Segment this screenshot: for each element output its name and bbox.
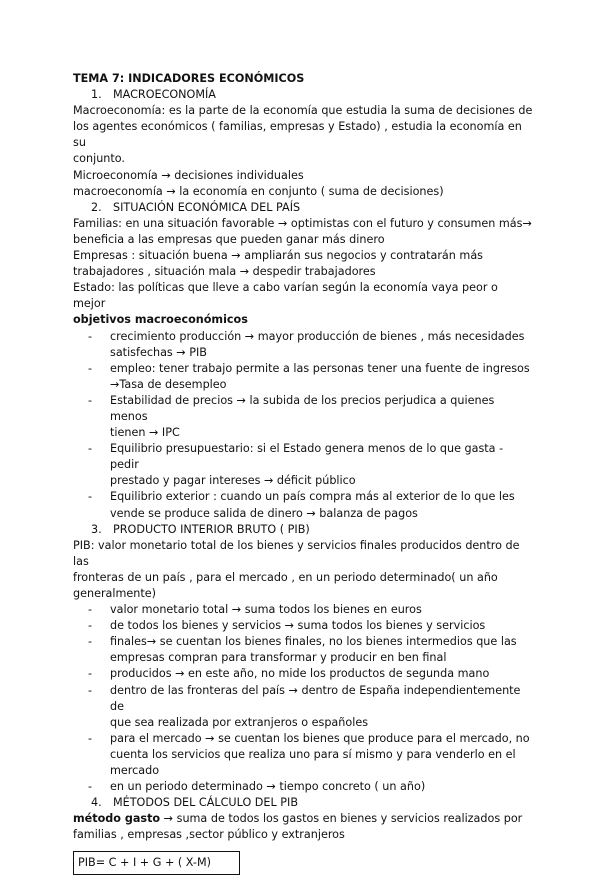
micro-line: Microeconomía → decisiones individuales: [73, 168, 304, 182]
list-item-text: [110, 441, 533, 489]
list-item-line: cuenta los servicios que realiza uno para sí mismo y para venderlo en el: [110, 747, 516, 761]
list-item: [73, 441, 533, 489]
pib-definition-line: generalmente): [73, 587, 157, 600]
list-item-text: [110, 361, 533, 393]
section-title: PRODUCTO INTERIOR BRUTO ( PIB): [113, 522, 310, 536]
list-item-text: [110, 618, 533, 634]
list-item: [73, 683, 533, 731]
list-item-text: [110, 489, 533, 521]
pib-definition-line: fronteras de un país , para el mercado , en un periodo determinado( un año: [73, 570, 498, 584]
list-item: [73, 329, 533, 361]
list-item-text: [110, 731, 533, 779]
section-title: SITUACIÓN ECONÓMICA DEL PAÍS: [113, 200, 301, 214]
dash-bullet: -: [88, 731, 93, 745]
list-item: [73, 393, 533, 441]
section-4-heading: [73, 795, 533, 811]
list-item-line: que sea realizada por extranjeros o españoles: [110, 715, 369, 729]
list-item: [73, 666, 533, 682]
pib-definition-line: PIB: valor monetario total de los bienes y servicios finales producidos dentro de las: [73, 538, 520, 568]
empresas-line: Empresas : situación buena → ampliarán sus negocios y contratarán más: [73, 249, 483, 263]
list-item-line: Equilibrio exterior : cuando un país compra más al exterior de lo que les: [110, 490, 515, 504]
macro-line: macroeconomía → la economía en conjunto ( suma de decisiones): [73, 184, 444, 198]
list-item-line: dentro de las fronteras del país → dentro de España independientemente de: [110, 683, 521, 713]
dash-bullet: -: [88, 442, 93, 456]
macro-definition-line: Macroeconomía: es la parte de la economía que estudia la suma de decisiones de: [73, 104, 533, 118]
list-item-line: finales→ se cuentan los bienes finales, no los bienes intermedios que las: [110, 635, 517, 649]
metodo-gasto-label: método gasto: [73, 812, 161, 826]
list-item: [73, 779, 533, 795]
list-item-line: en un periodo determinado → tiempo concreto ( un año): [110, 780, 426, 794]
section-title: MACROECONOMÍA: [113, 88, 216, 102]
dash-bullet: -: [88, 667, 93, 681]
list-item: [73, 361, 533, 393]
list-item-line: producidos → en este año, no mide los productos de segunda mano: [110, 667, 490, 681]
list-item-text: [110, 666, 533, 682]
macro-definition-line: los agentes económicos ( familias, empresas y Estado) , estudia la economía en su: [73, 120, 522, 150]
list-item: [73, 602, 533, 618]
list-item-line: para el mercado → se cuentan los bienes que produce para el mercado, no: [110, 731, 530, 745]
familias-line: beneficia a las empresas que pueden ganar más dinero: [73, 232, 385, 246]
section-1-heading: [73, 87, 533, 103]
list-item-line: valor monetario total → suma todos los bienes en euros: [110, 603, 422, 617]
list-item: [73, 731, 533, 779]
list-item-line: Estabilidad de precios → la subida de los precios perjudica a quienes menos: [110, 393, 495, 423]
objectives-heading: objetivos macroeconómicos: [73, 313, 248, 327]
document-content: [73, 71, 533, 875]
list-item-line: empleo: tener trabajo permite a las personas tener una fuente de ingresos: [110, 361, 530, 375]
section-number: 2.: [91, 200, 102, 214]
section-title: MÉTODOS DEL CÁLCULO DEL PIB: [113, 796, 298, 810]
empresas-line: trabajadores , situación mala → despedir trabajadores: [73, 265, 376, 279]
list-item-text: [110, 602, 533, 618]
dash-bullet: -: [88, 603, 93, 617]
dash-bullet: -: [88, 490, 93, 504]
familias-line: Familias: en una situación favorable → optimistas con el futuro y consumen más→: [73, 216, 532, 230]
list-item-line: tienen → IPC: [110, 426, 180, 440]
list-item: [73, 489, 533, 521]
section-number: 4.: [91, 796, 102, 810]
list-item-text: [110, 329, 533, 361]
metodo-gasto-line: [73, 811, 533, 827]
dash-bullet: -: [88, 619, 93, 633]
list-item-line: empresas compran para transformar y producir en ben final: [110, 651, 447, 665]
dash-bullet: -: [88, 683, 93, 697]
dash-bullet: -: [88, 329, 93, 343]
metodo-gasto-text: → suma de todos los gastos en bienes y servicios realizados por: [160, 812, 523, 826]
list-item-line: mercado: [110, 764, 160, 778]
section-2-heading: [73, 200, 533, 216]
list-item-line: →Tasa de desempleo: [110, 377, 227, 391]
list-item-line: Equilibrio presupuestario: si el Estado genera menos de lo que gasta - pedir: [110, 442, 504, 472]
list-item-line: vende se produce salida de dinero → balanza de pagos: [110, 506, 418, 520]
list-item-text: [110, 779, 533, 795]
dash-bullet: -: [88, 635, 93, 649]
dash-bullet: -: [88, 393, 93, 407]
list-item: [73, 618, 533, 634]
section-number: 3.: [91, 522, 102, 536]
metodo-gasto-line: familias , empresas ,sector público y extranjeros: [73, 828, 345, 842]
dash-bullet: -: [88, 361, 93, 375]
list-item-line: de todos los bienes y servicios → suma todos los bienes y servicios: [110, 619, 486, 633]
section-number: 1.: [91, 88, 102, 102]
macro-definition-line: conjunto.: [73, 152, 125, 166]
list-item: [73, 634, 533, 666]
list-item-line: prestado y pagar intereses → déficit público: [110, 474, 356, 488]
list-item-text: [110, 634, 533, 666]
section-3-heading: [73, 522, 533, 538]
list-item-text: [110, 683, 533, 731]
list-item-text: [110, 393, 533, 441]
list-item-line: crecimiento producción → mayor producción de bienes , más necesidades: [110, 329, 525, 343]
list-item-line: satisfechas → PIB: [110, 345, 207, 359]
dash-bullet: -: [88, 780, 93, 794]
estado-line: Estado: las políticas que lleve a cabo varían según la economía vaya peor o mejor: [73, 281, 498, 311]
pib-formula-box: PIB= C + I + G + ( X-M): [73, 851, 240, 875]
document-title: TEMA 7: INDICADORES ECONÓMICOS: [73, 72, 305, 85]
